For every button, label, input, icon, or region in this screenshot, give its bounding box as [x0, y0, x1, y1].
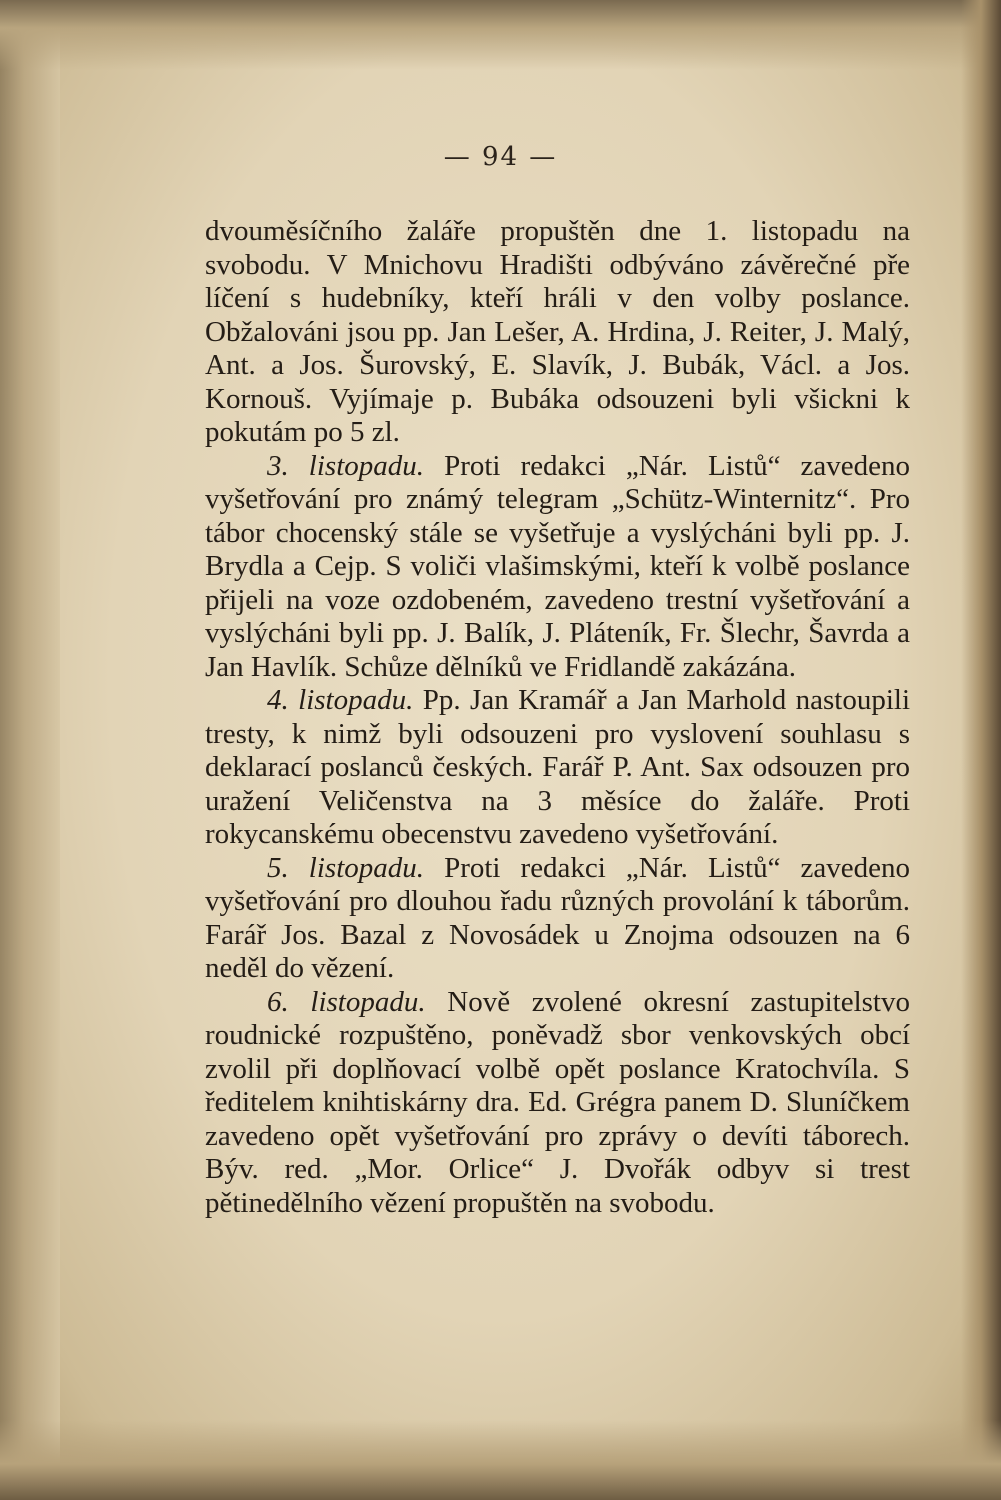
paragraph-entry [205, 852, 910, 986]
entry-date: 6. listopadu. [267, 985, 426, 1018]
page-text-block [205, 215, 910, 1220]
paragraph-text: Pp. Jan Kramář a Jan Marhold nastoupili tresty, k nimž byli odsouzeni pro vyslovení souhlasu s deklarací poslanců českých. Farář P. Ant. Sax odsouzen pro uražení Veličenstva na 3 měsíce do žaláře. Proti rokycanskému obecenstvu zavedeno vyšetřování. [205, 684, 911, 850]
paragraph-text: Nově zvolené okresní zastupitelstvo roudnické rozpuštěno, poněvadž sbor venkovských obcí zvolil při doplňovací volbě opět poslance Kratochvíla. S ředitelem knihtiskárny dra. Ed. Grégra panem D. Sluníčkem zavedeno opět vyšetřování pro zprávy o devíti táborech. Býv. red. „Mor. Orlice“ J. Dvořák odbyv si trest pětinedělního vězení propuštěn na svobodu. [205, 985, 910, 1219]
paragraph-text: Proti redakci „Nár. Listů“ zavedeno vyšetřování pro dlouhou řadu různých provolání k táborům. Farář Jos. Bazal z Novosádek u Znojma odsouzen na 6 neděl do vězení. [205, 851, 910, 984]
entry-date: 5. listopadu. [267, 851, 425, 884]
paragraph-continuation [205, 215, 910, 450]
page-top-edge [0, 0, 1001, 70]
paragraph-entry [205, 450, 910, 685]
page-bottom-edge [0, 1420, 1001, 1500]
page-spine-shadow [0, 0, 60, 1500]
paragraph-entry [205, 684, 910, 852]
entry-date: 3. listopadu. [267, 449, 425, 482]
entry-date: 4. listopadu. [267, 684, 414, 716]
paragraph-text: dvouměsíčního žaláře propuštěn dne 1. listopadu na svobodu. V Mnichovu Hradišti odbýváno závěrečné pře líčení s hudebníky, kteří hráli v den volby poslance. Obžalováni jsou pp. Jan Lešer, A. Hrdina, J. Reiter, J. Malý, Ant. a Jos. Šurovský, E. Slavík, J. Bubák, Václ. a Jos. Kornouš. Vyjímaje p. Bubáka odsouzeni byli všickni k pokutám po 5 zl. [205, 215, 910, 448]
paragraph-entry [205, 986, 910, 1221]
page-number: — 94 — [443, 142, 558, 172]
paragraph-text: Proti redakci „Nár. Listů“ zavedeno vyšetřování pro známý telegram „Schütz-Winternitz“. Pro tábor chocenský stále se vyšetřuje a vyslýcháni byli pp. J. Brydla a Cejp. S voliči vlašimskými, kteří k volbě poslance přijeli na voze ozdobeném, zavedeno trestní vyšetřování a vyslýcháni byli pp. J. Balík, J. Pláteník, Fr. Šlechr, Šavrda a Jan Havlík. Schůze dělníků ve Fridlandě zakázána. [205, 449, 910, 683]
page-right-edge [961, 0, 1001, 1500]
